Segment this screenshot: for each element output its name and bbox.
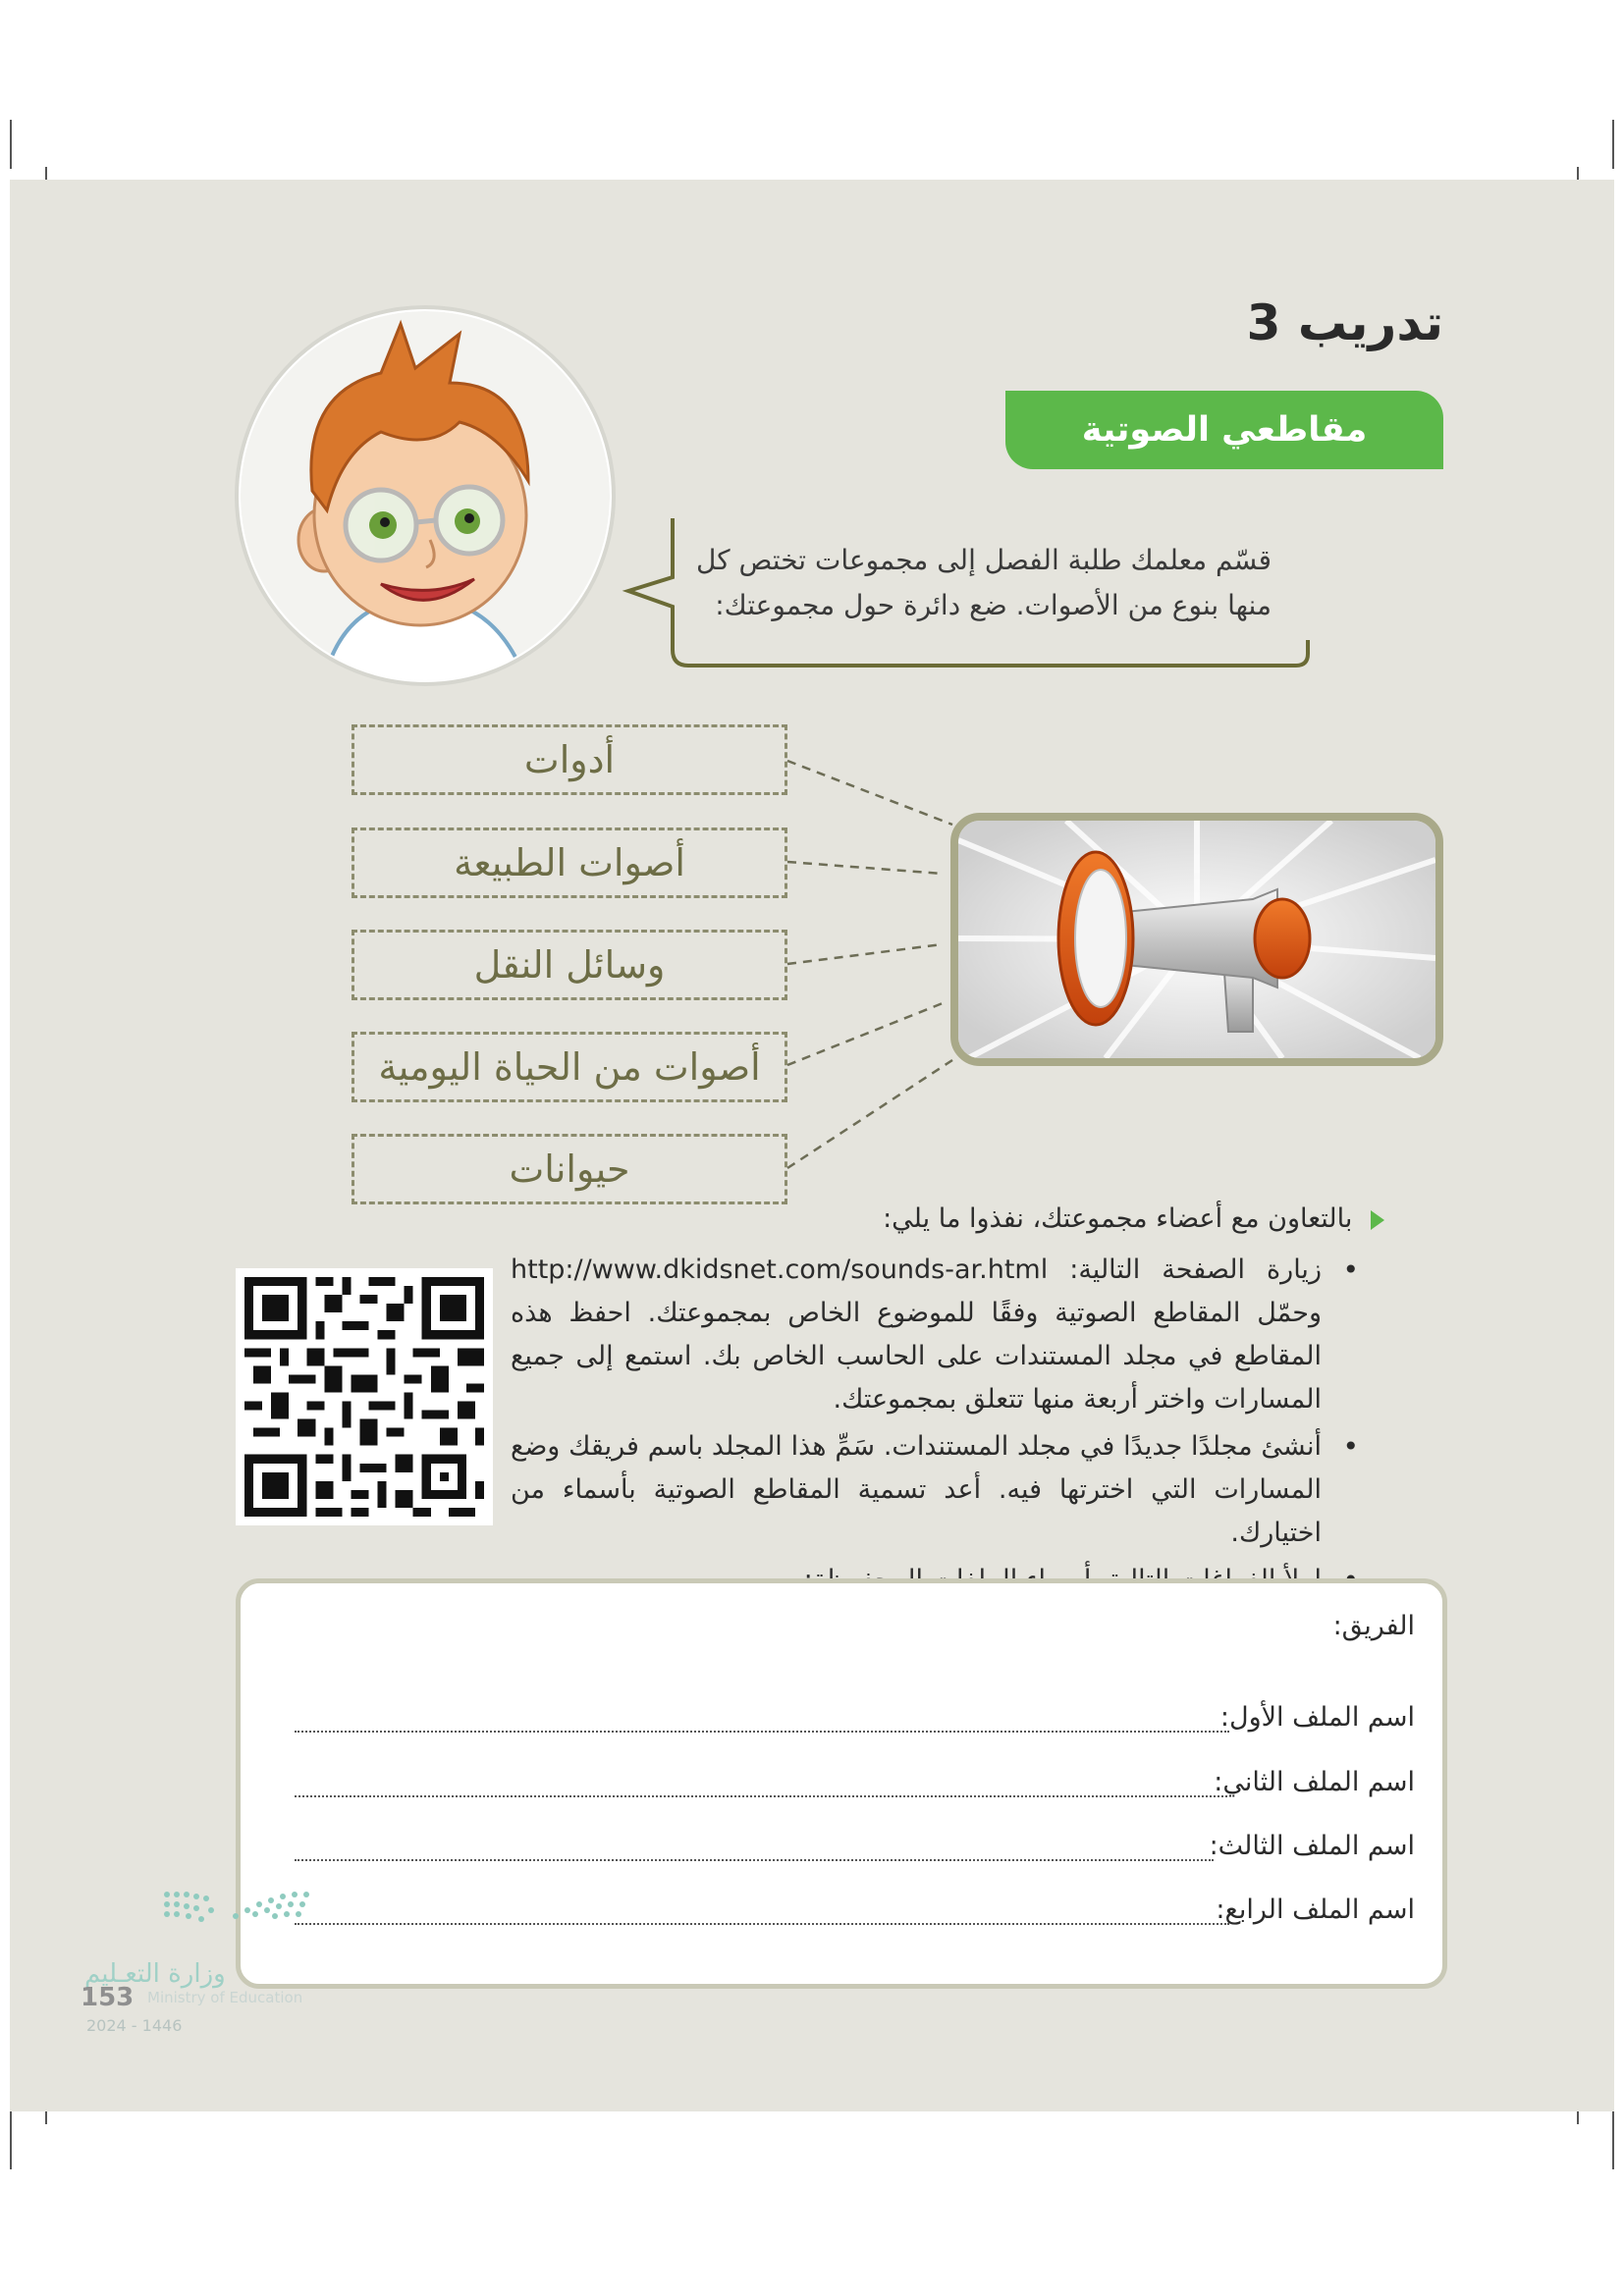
file2-input[interactable] (295, 1795, 1227, 1797)
page-number: 153 (81, 1983, 135, 2012)
option-label: وسائل النقل (473, 943, 666, 987)
file2-label: اسم الملف الثاني: (1214, 1767, 1415, 1797)
instructions-list (511, 1249, 1365, 1606)
collab-heading (501, 1203, 1384, 1234)
edition-year: 2024 - 1446 (86, 2016, 183, 2035)
intro-text (692, 538, 1272, 628)
megaphone-icon (958, 821, 1435, 1058)
file4-label: اسم الملف الرابع: (1216, 1895, 1415, 1925)
instruction-1-text: وحمّل المقاطع الصوتية وفقًا للموضوع الخاص بمجموعتك. احفظ هذه المقاطع في مجلد المستندات على الحاسب الخاص بك. استمع إلى جميع المسارات واختر أربعة منها تتعلق بمجموعتك. (511, 1298, 1322, 1415)
collab-heading-text: بالتعاون مع أعضاء مجموعتك، نفذوا ما يلي: (883, 1203, 1353, 1234)
option-label: حيوانات (509, 1148, 630, 1191)
ministry-name-en: Ministry of Education (147, 1989, 303, 2006)
boy-avatar-illustration (234, 304, 617, 687)
option-daily-life-sounds[interactable] (352, 1032, 787, 1102)
file1-label: اسم الملف الأول: (1219, 1702, 1415, 1733)
team-label: الفريق: (1332, 1611, 1415, 1641)
green-bullet-icon (1371, 1210, 1384, 1230)
option-animals[interactable] (352, 1134, 787, 1204)
instruction-item-2 (511, 1425, 1365, 1555)
file1-input[interactable] (295, 1731, 1229, 1733)
crop-mark (1612, 120, 1614, 169)
crop-mark (10, 2110, 12, 2169)
page-title: تدريب 3 (1246, 294, 1443, 351)
option-label: أدوات (523, 738, 616, 781)
section-banner-label: مقاطعي الصوتية (1081, 410, 1368, 450)
instruction-1-prefix: زيارة الصفحة التالية: (1069, 1255, 1322, 1285)
option-transportation[interactable] (352, 930, 787, 1000)
crop-mark (10, 120, 12, 169)
option-tools[interactable] (352, 724, 787, 795)
intro-line-1: قسّم معلمك طلبة الفصل إلى مجموعات تختص كل (696, 544, 1272, 576)
option-label: أصوات الطبيعة (454, 841, 685, 884)
crop-mark (1612, 2110, 1614, 2169)
instruction-2-text: أنشئ مجلدًا جديدًا في مجلد المستندات. سَمِّ هذا المجلد باسم فريقك وضع المسارات التي اخترتها فيه. أعد تسمية المقاطع الصوتية بأسماء من اختيارك. (511, 1431, 1322, 1548)
instruction-item-1 (511, 1249, 1365, 1421)
qr-code[interactable] (236, 1268, 493, 1525)
intro-line-2: منها بنوع من الأصوات. ضع دائرة حول مجموعتك: (715, 589, 1272, 621)
section-banner (1005, 391, 1443, 469)
ministry-name-ar: وزارة التعـليم (84, 1959, 226, 1989)
megaphone-image (950, 813, 1443, 1066)
file4-input[interactable] (295, 1923, 1229, 1925)
option-nature-sounds[interactable] (352, 828, 787, 898)
sounds-url-link[interactable]: http://www.dkidsnet.com/sounds-ar.html (511, 1255, 1049, 1285)
file3-input[interactable] (295, 1859, 1214, 1861)
file3-label: اسم الملف الثالث: (1209, 1831, 1415, 1861)
ministry-logo-icon (157, 1887, 324, 1946)
option-label: أصوات من الحياة اليومية (378, 1045, 761, 1089)
connector-lines (785, 746, 962, 1178)
